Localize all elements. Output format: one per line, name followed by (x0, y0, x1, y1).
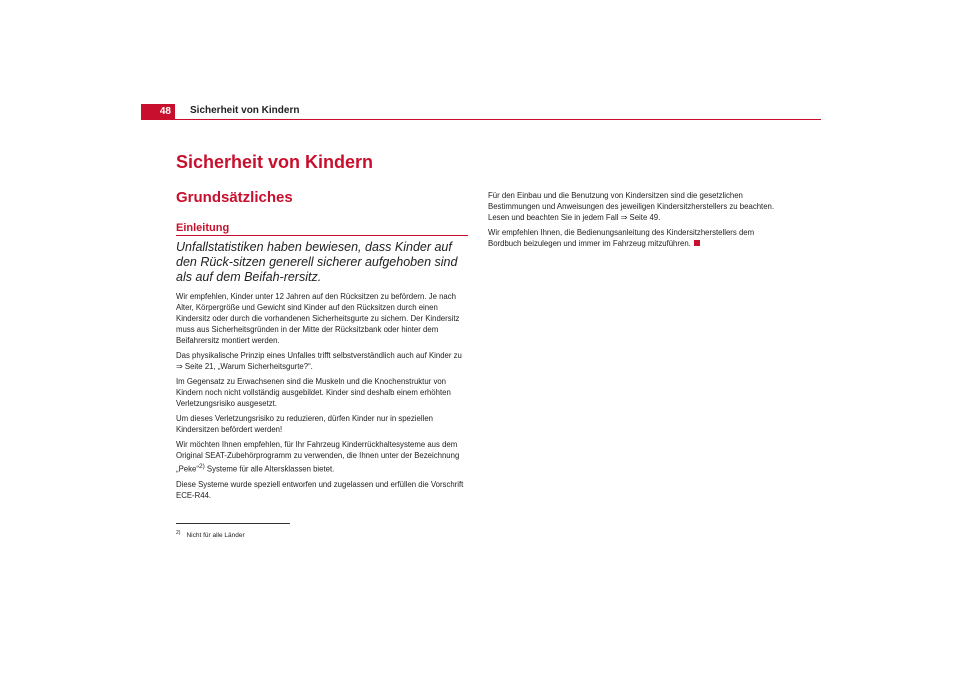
paragraph-4: Um dieses Verletzungsrisiko zu reduzieren, dürfen Kinder nur in speziellen Kindersitzen befördert werden! (176, 414, 433, 434)
footnote-marker: 2) (176, 530, 181, 536)
right-column (488, 190, 778, 253)
page-number: 48 (141, 104, 175, 119)
footnote-rule (176, 523, 290, 524)
right-paragraph-2 (488, 227, 778, 249)
cross-reference-link[interactable]: Seite 21, „Warum Sicherheitsgurte?“. (184, 362, 313, 371)
paragraph-1: Wir empfehlen, Kinder unter 12 Jahren auf den Rücksitzen zu befördern. Je nach Alter, Körpergröße und Gewicht sind Kinder auf den Rücksitzen durch einen Kindersitz oder durch die vorhandenen Sicherheitsgurte zu sichern. Der Kindersitz muss aus Sicherheitsgründen in der Mitte der Rücksitzbank oder hinter dem Beifahrersitz montiert werden. (176, 292, 460, 345)
subsection-rule (176, 235, 468, 236)
chapter-title: Sicherheit von Kindern (176, 152, 374, 172)
left-column (176, 291, 468, 505)
footnote-reference[interactable]: 2) (198, 463, 205, 470)
right-paragraph-1-text: Für den Einbau und die Benutzung von Kindersitzen sind die gesetzlichen Bestimmungen und Anweisungen des jeweiligen Kindersitzherstellers zu beachten. Lesen und beachten Sie in jedem Fall (488, 191, 775, 222)
running-header-title: Sicherheit von Kindern (190, 105, 300, 116)
paragraph-5-text: Wir möchten Ihnen empfehlen, für Ihr Fahrzeug Kinderrückhaltesysteme aus dem Original SEAT-Zubehörprogramm zu verwenden, die Ihnen unter der Bezeichnung „Peke“ (176, 440, 460, 474)
header-rule (141, 119, 821, 120)
section-title: Grundsätzliches (176, 189, 293, 206)
section-end-square-icon (694, 240, 700, 246)
paragraph-5-text-end: Systeme für alle Altersklassen bietet. (204, 464, 335, 474)
cross-reference-link[interactable]: Seite 49. (629, 213, 661, 222)
paragraph-2-text: Das physikalische Prinzip eines Unfalles trifft selbstverständlich auch auf Kinder zu (176, 351, 462, 360)
footnote-text: Nicht für alle Länder (186, 532, 245, 540)
cross-reference-arrow-icon: ⇒ (176, 362, 183, 371)
paragraph-6: Diese Systeme wurde speziell entworfen und zugelassen und erfüllen die Vorschrift ECE-R44. (176, 479, 464, 500)
subsection-title: Einleitung (176, 222, 230, 234)
right-paragraph-2-text: Wir empfehlen Ihnen, die Bedienungsanleitung des Kindersitzherstellers dem Bordbuch beizulegen und immer im Fahrzeug mitzuführen. (488, 228, 755, 248)
paragraph-3: Im Gegensatz zu Erwachsenen sind die Muskeln und die Knochenstruktur von Kindern noch nicht vollständig ausgebildet. Kinder sind deshalb einem erhöhten Verletzungsrisiko ausgesetzt. (176, 377, 451, 408)
footnote (176, 530, 245, 539)
cross-reference-arrow-icon: ⇒ (620, 213, 628, 222)
right-paragraph-1 (488, 190, 778, 223)
paragraph-5 (176, 439, 468, 475)
lead-paragraph: Unfallstatistiken haben bewiesen, dass Kinder auf den Rück-sitzen generell sicherer aufgehoben sind als auf dem Beifah-rersitz. (176, 240, 458, 284)
paragraph-2 (176, 350, 468, 372)
